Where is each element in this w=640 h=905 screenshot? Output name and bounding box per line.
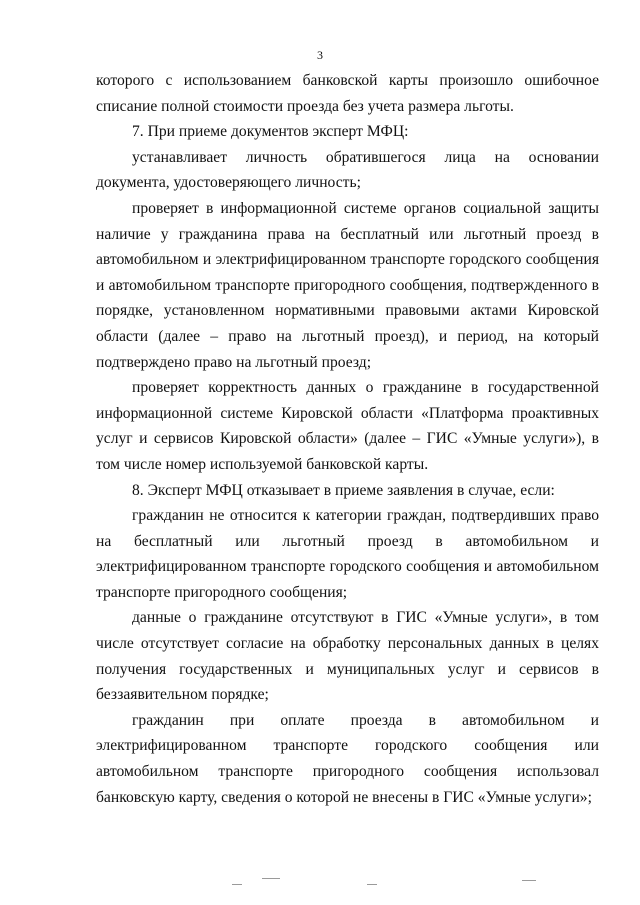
scan-artifact bbox=[367, 884, 377, 885]
paragraph-continuation: которого с использованием банковской карты произошло ошибочное списание полной стоимости проезда без учета размера льготы. bbox=[96, 72, 599, 115]
document-body bbox=[96, 68, 599, 810]
paragraph-benefit-check: проверяет в информационной системе органов социальной защиты наличие у гражданина права на бесплатный или льготный проезд в автомобильном и электрифицированном транспорте городского сообщения и автомобильном транспорте пригородного сообщения, подтвержденного в порядке, установленном нормативными правовыми актами Кировской области (далее – право на льготный проезд), и период, на который подтверждено право на льготный проезд; bbox=[96, 199, 599, 371]
paragraph-item-8: 8. Эксперт МФЦ отказывает в приеме заявления в случае, если: bbox=[132, 481, 555, 499]
paragraph-refusal-card: гражданин при оплате проезда в автомобильном и электрифицированном транспорте городского сообщения или автомобильном транспорте пригородного сообщения использовал банковскую карту, сведения о которой не внесены в ГИС «Умные услуги»; bbox=[96, 711, 599, 806]
scan-artifact bbox=[232, 884, 242, 885]
paragraph-data-check: проверяет корректность данных о гражданине в государственной информационной системе Кировской области «Платформа проактивных услуг и сервисов Кировской области» (далее – ГИС «Умные услуги»), в том числе номер используемой банковской карты. bbox=[96, 379, 599, 473]
scan-artifact bbox=[262, 878, 280, 879]
paragraph-refusal-category: гражданин не относится к категории граждан, подтвердивших право на бесплатный или льготный проезд в автомобильном и электрифицированном транспорте городского сообщения и автомобильном транспорте пригородного сообщения; bbox=[96, 507, 599, 601]
paragraph-identity-check: устанавливает личность обратившегося лица на основании документа, удостоверяющего личность; bbox=[96, 148, 599, 192]
scan-artifact bbox=[522, 880, 536, 881]
page-number: 3 bbox=[317, 48, 323, 62]
paragraph-refusal-no-data: данные о гражданине отсутствуют в ГИС «Умные услуги», в том числе отсутствует согласие на обработку персональных данных в целях получения государственных и муниципальных услуг и сервисов в беззаявительном порядке; bbox=[96, 609, 599, 704]
paragraph-item-7: 7. При приеме документов эксперт МФЦ: bbox=[132, 123, 409, 141]
